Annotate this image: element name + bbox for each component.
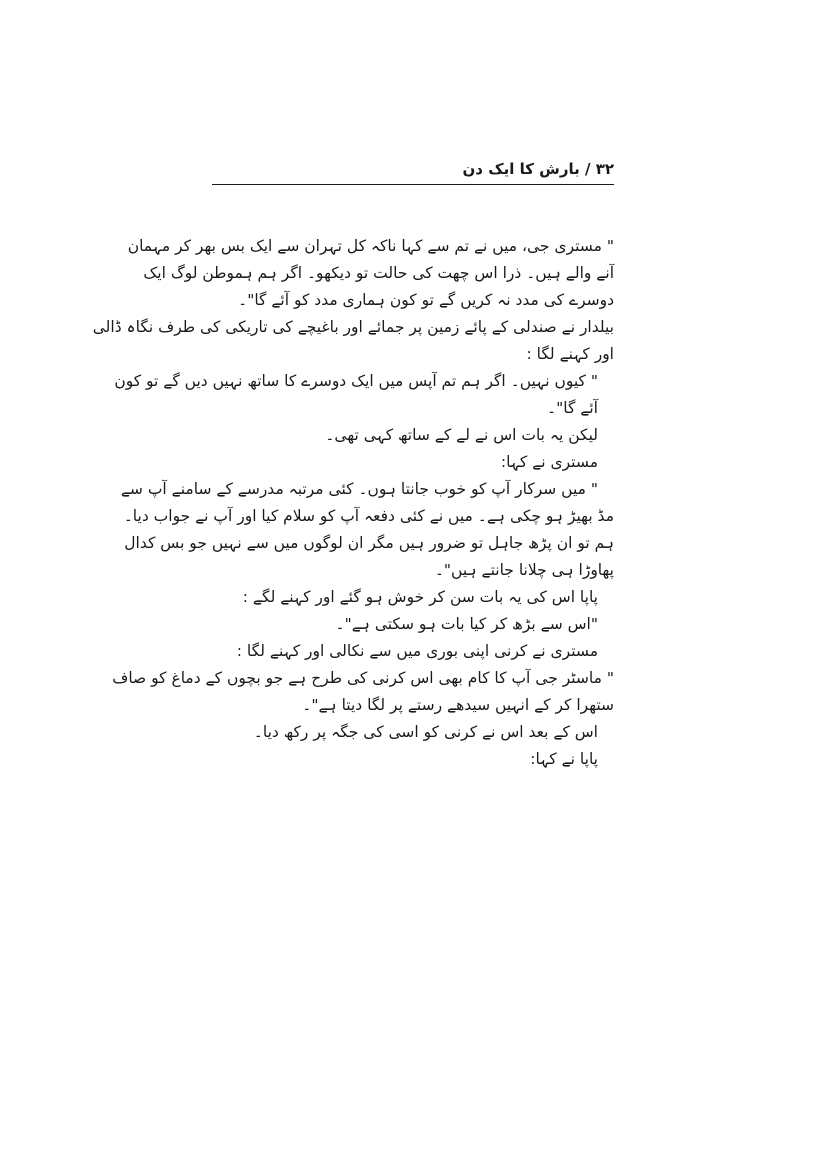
text-line-1: " مستری جی، میں نے تم سے کہا ناکہ کل تہران سے ایک بس بھر کر مہمان bbox=[127, 237, 614, 255]
text-line-11: مڈ بھیڑ ہو چکی ہے۔ میں نے کئی دفعہ آپ کو سلام کیا اور آپ نے جواب دیا۔ bbox=[123, 507, 614, 525]
text-line-20: پاپا نے کہا: bbox=[530, 750, 598, 768]
page-header bbox=[212, 158, 614, 184]
header-divider bbox=[212, 184, 614, 185]
text-line-16: مستری نے کرنی اپنی بوری میں سے نکالی اور کہنے لگا : bbox=[236, 642, 598, 660]
text-line-14: پاپا اس کی یہ بات سن کر خوش ہو گئے اور کہنے لگے : bbox=[242, 588, 598, 606]
text-line-17: " ماسٹر جی آپ کا کام بھی اس کرنی کی طرح ہے جو بچوں کے دماغ کو صاف bbox=[112, 669, 614, 687]
text-line-7: آئے گا"۔ bbox=[547, 399, 598, 417]
text-line-3: دوسرے کی مدد نہ کریں گے تو کون ہماری مدد کو آئے گا"۔ bbox=[238, 291, 614, 309]
text-line-8: لیکن یہ بات اس نے لے کے ساتھ کہی تھی۔ bbox=[325, 426, 598, 444]
text-line-5: اور کہنے لگا : bbox=[526, 345, 614, 363]
text-line-6: " کیوں نہیں۔ اگر ہم تم آپس میں ایک دوسرے کا ساتھ نہیں دیں گے تو کون bbox=[114, 372, 598, 390]
text-line-13: پھاوڑا ہی چلانا جانتے ہیں"۔ bbox=[434, 561, 614, 579]
running-header-title: ۳۲ / بارش کا ایک دن bbox=[462, 160, 614, 178]
text-line-15: "اس سے بڑھ کر کیا بات ہو سکتی ہے"۔ bbox=[335, 615, 598, 633]
text-line-4: بیلدار نے صندلی کے پائے زمین پر جمائے اور باغیچے کی تاریکی کی طرف نگاہ ڈالی bbox=[92, 318, 614, 336]
text-line-10: " میں سرکار آپ کو خوب جانتا ہوں۔ کئی مرتبہ مدرسے کے سامنے آپ سے bbox=[120, 480, 598, 498]
text-line-12: ہم تو ان پڑھ جاہل تو ضرور ہیں مگر ان لوگوں میں سے نہیں جو بس کدال bbox=[124, 534, 614, 552]
text-line-19: اس کے بعد اس نے کرنی کو اسی کی جگہ پر رکھ دیا۔ bbox=[253, 723, 598, 741]
text-line-2: آنے والے ہیں۔ ذرا اس چھت کی حالت تو دیکھو۔ اگر ہم ہموطن لوگ ایک bbox=[143, 264, 614, 282]
text-line-9: مستری نے کہا: bbox=[500, 453, 598, 471]
text-line-18: ستھرا کر کے انہیں سیدھے رستے پر لگا دیتا ہے"۔ bbox=[302, 696, 614, 714]
